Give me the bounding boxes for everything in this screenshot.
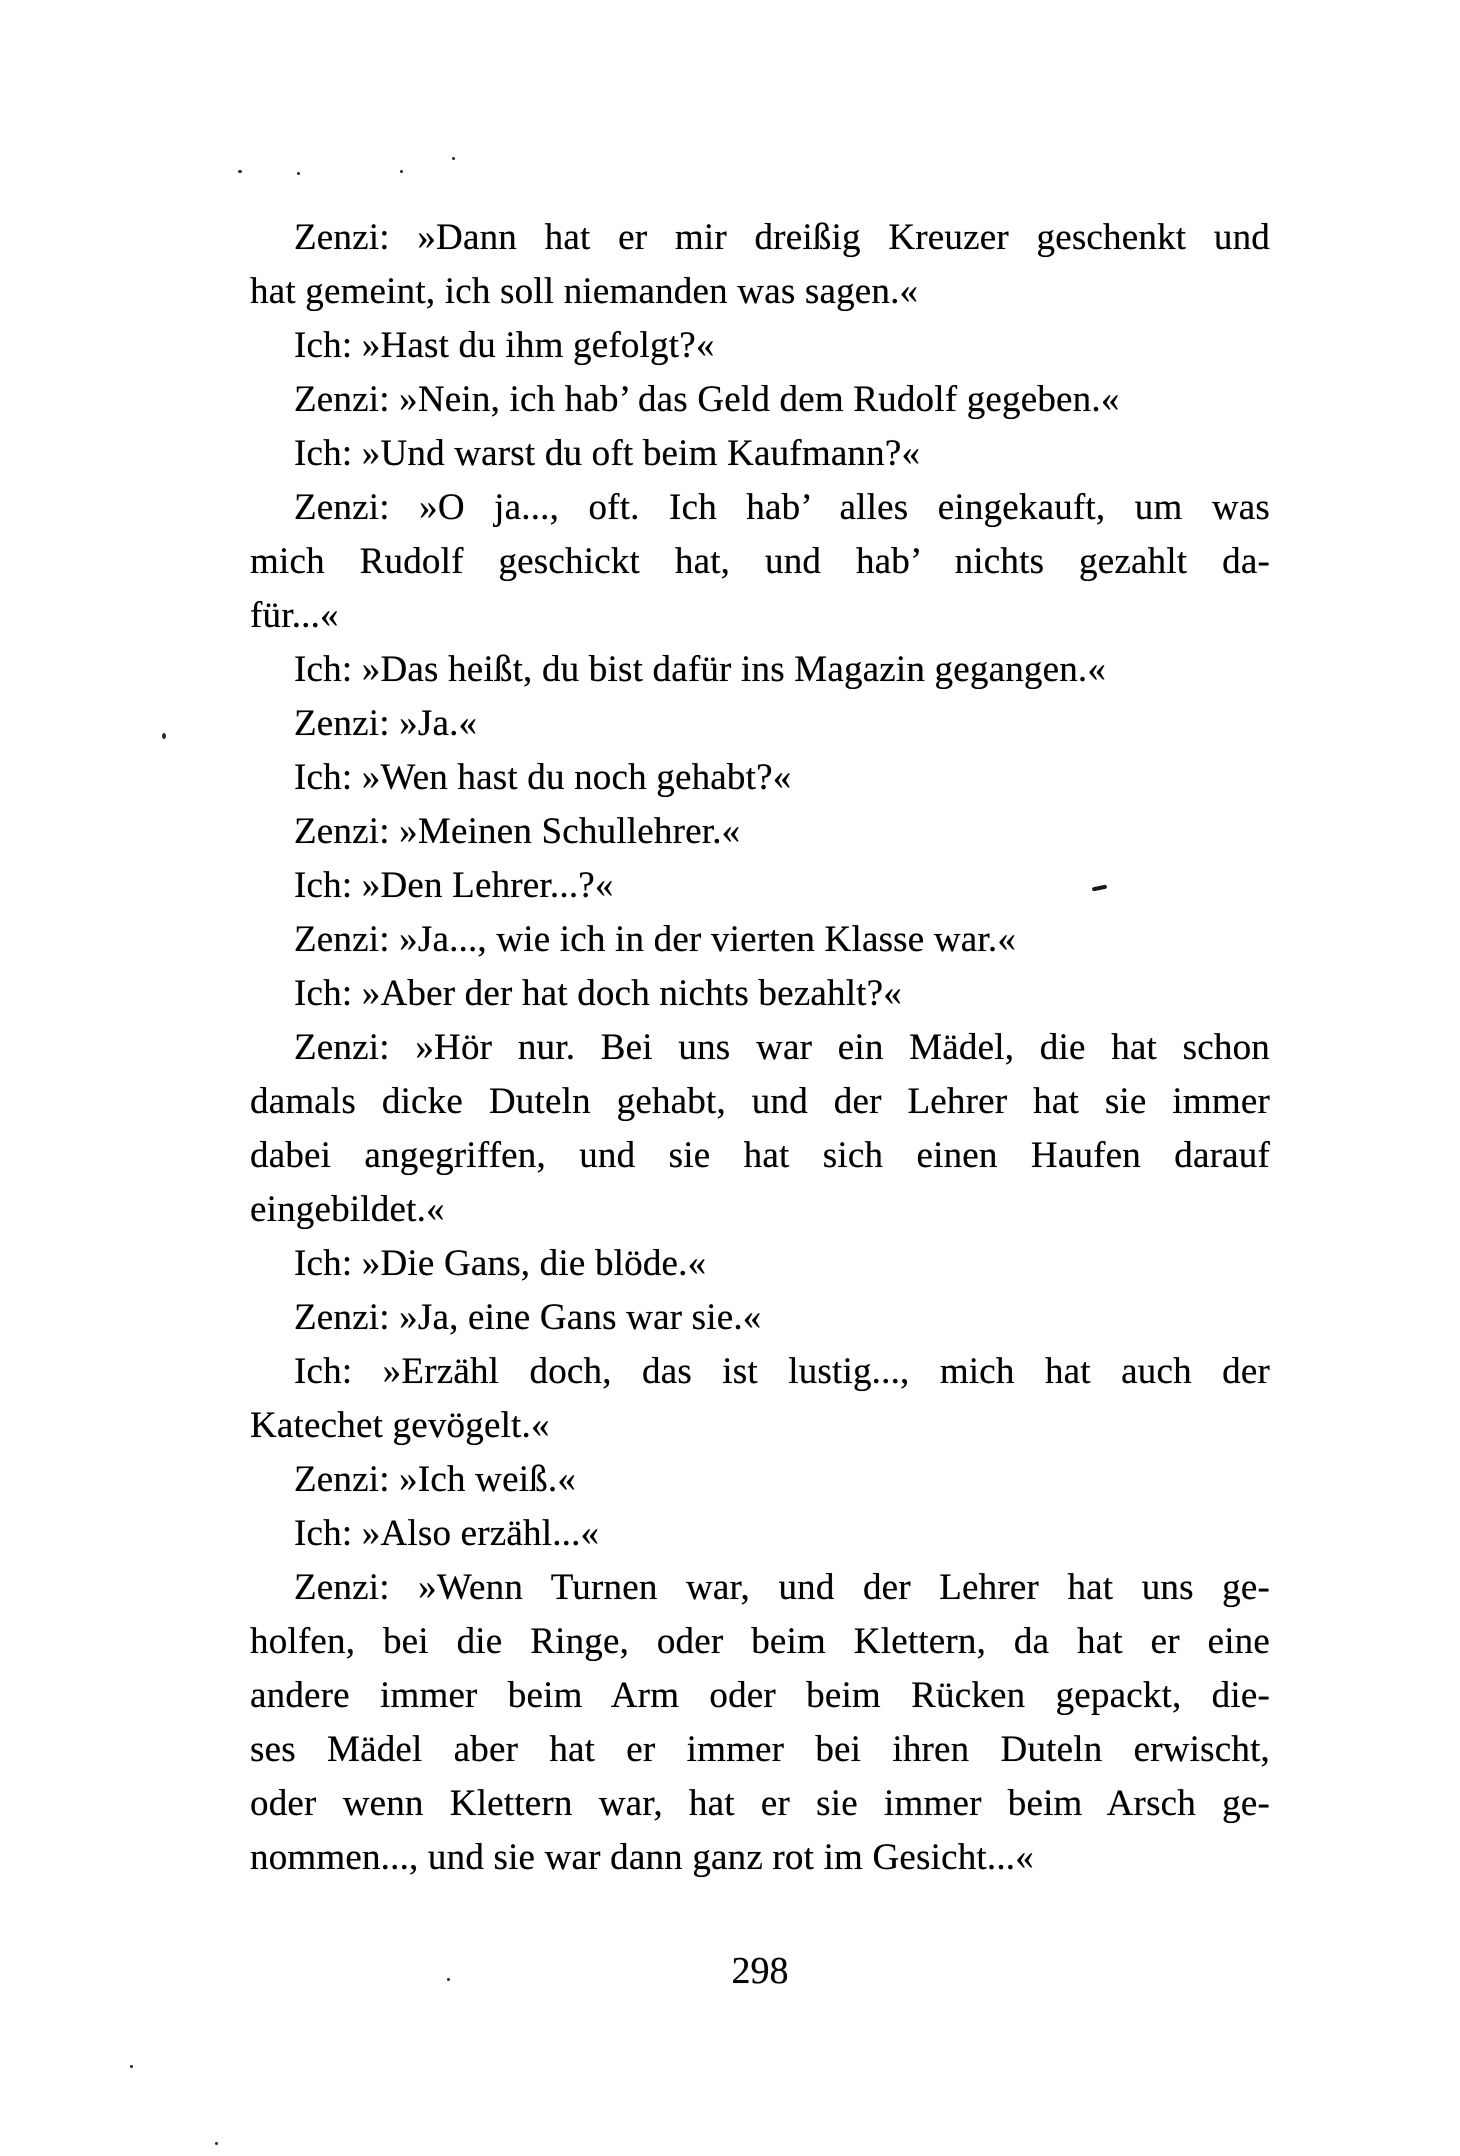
dialogue-line: mich Rudolf geschickt hat, und hab’ nichts gezahlt da-	[250, 541, 1270, 582]
ink-speck	[452, 157, 455, 160]
ink-speck	[162, 733, 166, 739]
dialogue-line: Ich: »Aber der hat doch nichts bezahlt?«	[294, 973, 902, 1014]
dialogue-line: Zenzi: »Dann hat er mir dreißig Kreuzer geschenkt und	[294, 217, 1270, 258]
dialogue-line: Ich: »Wen hast du noch gehabt?«	[294, 757, 792, 798]
dialogue-line: Ich: »Also erzähl...«	[294, 1513, 600, 1554]
ink-speck	[130, 2065, 133, 2068]
dialogue-line: hat gemeint, ich soll niemanden was sagen.«	[250, 271, 919, 312]
dialogue-line: nommen..., und sie war dann ganz rot im Gesicht...«	[250, 1837, 1034, 1878]
dialogue-line: Zenzi: »Ja.«	[294, 703, 478, 744]
dialogue-line: eingebildet.«	[250, 1189, 445, 1230]
ink-speck	[400, 170, 403, 173]
page-number: 298	[731, 1950, 789, 1992]
dialogue-line: für...«	[250, 595, 339, 636]
dialogue-line: ses Mädel aber hat er immer bei ihren Duteln erwischt,	[250, 1729, 1270, 1770]
text-block	[250, 211, 1270, 1885]
dialogue-line: andere immer beim Arm oder beim Rücken gepackt, die-	[250, 1675, 1270, 1716]
dialogue-line: oder wenn Klettern war, hat er sie immer beim Arsch ge-	[250, 1783, 1270, 1824]
dialogue-line: Zenzi: »Ja..., wie ich in der vierten Klasse war.«	[294, 919, 1017, 960]
dialogue-line: Katechet gevögelt.«	[250, 1405, 550, 1446]
ink-speck	[238, 170, 242, 173]
dialogue-line: Zenzi: »Nein, ich hab’ das Geld dem Rudolf gegeben.«	[294, 379, 1120, 420]
dialogue-line: Ich: »Die Gans, die blöde.«	[294, 1243, 707, 1284]
ink-speck	[215, 2142, 218, 2145]
dialogue-line: Zenzi: »Ich weiß.«	[294, 1459, 577, 1500]
dialogue-line: Zenzi: »Wenn Turnen war, und der Lehrer hat uns ge-	[294, 1567, 1270, 1608]
dialogue-line: Ich: »Den Lehrer...?«	[294, 865, 614, 906]
ink-speck	[447, 1978, 450, 1981]
ink-speck	[297, 172, 300, 175]
dialogue-line: Ich: »Das heißt, du bist dafür ins Magazin gegangen.«	[294, 649, 1107, 690]
dialogue-line: Zenzi: »Meinen Schullehrer.«	[294, 811, 741, 852]
dialogue-line: Ich: »Erzähl doch, das ist lustig..., mich hat auch der	[294, 1351, 1270, 1392]
dialogue-line: Ich: »Hast du ihm gefolgt?«	[294, 325, 715, 366]
dialogue-line: Zenzi: »Ja, eine Gans war sie.«	[294, 1297, 762, 1338]
dialogue-line: dabei angegriffen, und sie hat sich einen Haufen darauf	[250, 1135, 1270, 1176]
dialogue-line: Zenzi: »Hör nur. Bei uns war ein Mädel, die hat schon	[294, 1027, 1270, 1068]
dialogue-line: Ich: »Und warst du oft beim Kaufmann?«	[294, 433, 921, 474]
dialogue-line: holfen, bei die Ringe, oder beim Klettern, da hat er eine	[250, 1621, 1270, 1662]
dialogue-line: Zenzi: »O ja..., oft. Ich hab’ alles eingekauft, um was	[294, 487, 1270, 528]
dialogue-line: damals dicke Duteln gehabt, und der Lehrer hat sie immer	[250, 1081, 1270, 1122]
